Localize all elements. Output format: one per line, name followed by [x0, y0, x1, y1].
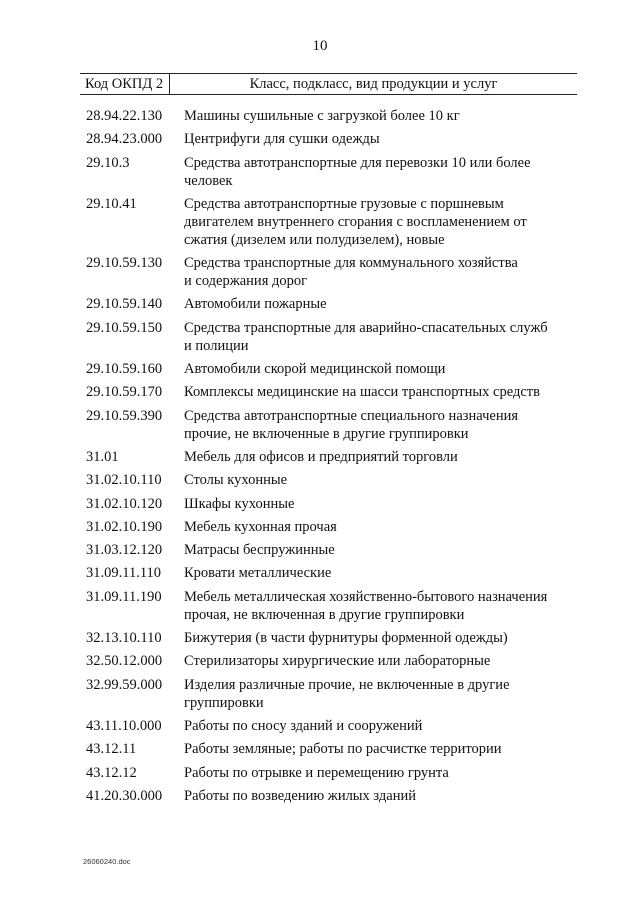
description-line: Автомобили пожарные — [184, 296, 327, 313]
product-description — [184, 564, 577, 582]
description-line: Столы кухонные — [184, 472, 288, 489]
product-description — [184, 448, 577, 466]
table-row — [80, 107, 577, 125]
okpd-code: 29.10.3 — [86, 154, 130, 171]
description-line: Центрифуги для сушки одежды — [184, 131, 380, 148]
product-description — [184, 652, 577, 670]
description-line: Комплексы медицинские на шасси транспортных средств — [184, 384, 540, 401]
okpd-code: 31.09.11.190 — [86, 588, 162, 605]
product-description — [184, 717, 577, 735]
okpd-code: 29.10.41 — [86, 195, 137, 212]
table-row — [80, 448, 577, 466]
table-row — [80, 130, 577, 148]
description-line: Мебель кухонная прочая — [184, 518, 337, 535]
okpd-code: 31.02.10.190 — [86, 518, 163, 535]
table-row — [80, 360, 577, 378]
description-line: Средства автотранспортные специального назначения — [184, 407, 519, 424]
description-line: Работы земляные; работы по расчистке территории — [184, 741, 502, 758]
table-row — [80, 740, 577, 758]
okpd-code: 28.94.23.000 — [86, 131, 163, 148]
table-row — [80, 407, 577, 443]
okpd-code: 32.13.10.110 — [86, 630, 162, 647]
description-line: Бижутерия (в части фурнитуры форменной одежды) — [184, 630, 508, 647]
description-line: Кровати металлические — [184, 565, 332, 582]
okpd-code: 32.50.12.000 — [86, 653, 163, 670]
description-line: прочая, не включенная в другие группировки — [184, 606, 465, 623]
okpd-code: 31.03.12.120 — [86, 542, 163, 559]
table-row — [80, 588, 577, 624]
description-line: Работы по отрывке и перемещению грунта — [184, 764, 449, 781]
okpd-code: 31.02.10.120 — [86, 495, 163, 512]
product-description — [184, 740, 577, 758]
table-row — [80, 495, 577, 513]
description-line: группировки — [184, 694, 264, 711]
description-line: Стерилизаторы хирургические или лабораторные — [184, 653, 491, 670]
table-row — [80, 564, 577, 582]
okpd-code: 29.10.59.130 — [86, 255, 163, 272]
product-description — [184, 130, 577, 148]
okpd-code: 29.10.59.160 — [86, 361, 163, 378]
page-number: 10 — [312, 38, 328, 54]
product-description — [184, 319, 577, 355]
table-row — [80, 717, 577, 735]
description-line: Мебель для офисов и предприятий торговли — [184, 448, 458, 465]
product-description — [184, 195, 577, 249]
table-row — [80, 383, 577, 401]
okpd-code: 28.94.22.130 — [86, 108, 163, 124]
description-line: Матрасы беспружинные — [184, 542, 335, 559]
product-description — [184, 407, 577, 443]
table-row — [80, 764, 577, 782]
description-line: Шкафы кухонные — [184, 495, 295, 512]
okpd-code: 41.20.30.000 — [86, 787, 163, 804]
description-line: двигателем внутреннего сгорания с воспламенением от — [184, 213, 527, 230]
product-description — [184, 107, 577, 125]
footer-file-name: 26060240.doc — [83, 857, 131, 866]
okpd-code: 31.01 — [86, 448, 119, 465]
table-row — [80, 471, 577, 489]
header-code-column: Код ОКПД 2 — [80, 74, 170, 94]
product-description — [184, 787, 577, 805]
description-line: Средства автотранспортные для перевозки 10 или более — [184, 154, 531, 171]
product-description — [184, 471, 577, 489]
okpd-code: 32.99.59.000 — [86, 676, 163, 693]
table-row — [80, 652, 577, 670]
product-description — [184, 254, 577, 290]
table-header — [80, 73, 577, 95]
okpd-code: 31.02.10.110 — [86, 472, 162, 489]
description-line: Работы по возведению жилых зданий — [184, 787, 416, 804]
description-line: Мебель металлическая хозяйственно-бытового назначения — [184, 588, 548, 605]
product-description — [184, 495, 577, 513]
description-line: Изделия различные прочие, не включенные в другие — [184, 676, 510, 693]
okpd-code: 29.10.59.150 — [86, 319, 163, 336]
description-line: Автомобили скорой медицинской помощи — [184, 361, 446, 378]
product-description — [184, 295, 577, 313]
product-description — [184, 629, 577, 647]
description-line: Работы по сносу зданий и сооружений — [184, 717, 423, 734]
okpd-code: 29.10.59.170 — [86, 384, 163, 401]
description-line: Машины сушильные с загрузкой более 10 кг — [184, 108, 460, 124]
product-description — [184, 676, 577, 712]
product-description — [184, 588, 577, 624]
okpd-code: 43.12.12 — [86, 764, 137, 781]
description-line: и содержания дорог — [184, 273, 308, 290]
product-description — [184, 518, 577, 536]
description-line: Средства транспортные для аварийно-спасательных служб — [184, 319, 548, 336]
product-description — [184, 764, 577, 782]
table-row — [80, 676, 577, 712]
product-description — [184, 360, 577, 378]
okpd-code: 43.11.10.000 — [86, 717, 162, 734]
okpd-code: 29.10.59.140 — [86, 296, 163, 313]
okpd-code: 29.10.59.390 — [86, 407, 163, 424]
table-row — [80, 319, 577, 355]
table-row — [80, 195, 577, 249]
description-line: сжатия (дизелем или полудизелем), новые — [184, 231, 445, 248]
okpd-code: 31.09.11.110 — [86, 565, 162, 582]
description-line: прочие, не включенные в другие группировки — [184, 425, 469, 442]
product-description — [184, 154, 577, 190]
product-description — [184, 383, 577, 401]
description-line: Средства автотранспортные грузовые с поршневым — [184, 195, 504, 212]
table-row — [80, 518, 577, 536]
table-body — [80, 107, 577, 810]
table-row — [80, 541, 577, 559]
description-line: и полиции — [184, 337, 249, 354]
table-row — [80, 787, 577, 805]
description-line: человек — [184, 172, 233, 189]
table-row — [80, 629, 577, 647]
product-description — [184, 541, 577, 559]
table-row — [80, 295, 577, 313]
table-row — [80, 254, 577, 290]
okpd-code: 43.12.11 — [86, 741, 137, 758]
description-line: Средства транспортные для коммунального хозяйства — [184, 255, 518, 272]
table-row — [80, 154, 577, 190]
header-class-column: Класс, подкласс, вид продукции и услуг — [249, 75, 498, 92]
